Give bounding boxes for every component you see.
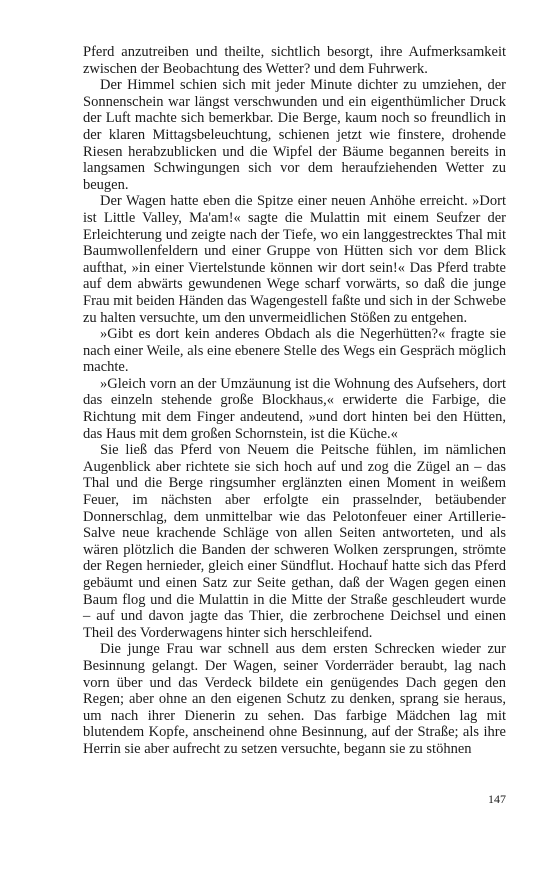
paragraph-5: »Gleich vorn an der Umzäunung ist die Wohnung des Aufsehers, dort das einzeln stehende große Blockhaus,« erwiderte die Farbige, die Richtung mit dem Finger andeutend, »und dort hinten bei den Hütten, das Haus mit dem großen Schornstein, ist die Küche.« [83,375,506,442]
paragraph-6: Sie ließ das Pferd von Neuem die Peitsche fühlen, im nämlichen Augenblick aber richtete sie sich hoch auf und zog die Zügel an – das Thal und die Berge ringsumher erglänzten einen Moment in weißem Feuer, im nächsten aber erfolgte ein prasselnder, betäubender Donnerschlag, dem unmittelbar wie das Pelotonfeuer einer Artillerie-Salve neue krachende Schläge von allen Seiten antworteten, und als wären plötzlich die Banden der schweren Wolken zersprungen, strömte der Regen hernieder, gleich einer Sündflut. Hochauf hatte sich das Pferd gebäumt und einen Satz zur Seite gethan, daß der Wagen gegen einen Baum flog und die Mulattin in die Mitte der Straße geschleudert wurde – auf und davon jagte das Thier, die zerbrochene Deichsel und einen Theil des Vorderwagens hinter sich herschleifend. [83,442,506,641]
paragraph-2: Der Himmel schien sich mit jeder Minute dichter zu umziehen, der Sonnenschein war längst verschwunden und ein eigenthümlicher Druck der Luft machte sich bemerkbar. Die Berge, kaum noch so freundlich in der klaren Mittagsbeleuchtung, schienen jetzt wie finstere, drohende Riesen herabzublicken und die Wipfel der Bäume begannen bereits in langsamen Schwingungen sich vor dem heraufziehenden Wetter zu beugen. [83,77,506,193]
paragraph-7: Die junge Frau war schnell aus dem ersten Schrecken wieder zur Besinnung gelangt. Der Wagen, seiner Vorderräder beraubt, lag nach vorn über und das Verdeck bildete ein genügendes Dach gegen den Regen; aber ohne an den eigenen Schutz zu denken, sprang sie heraus, um nach ihrer Dienerin zu sehen. Das farbige Mädchen lag mit blutendem Kopfe, anscheinend ohne Besinnung, auf der Straße; als ihre Herrin sie aber aufrecht zu setzen versuchte, begann sie zu stöhnen [83,641,506,757]
page-number: 147 [488,792,506,806]
paragraph-1: Pferd anzutreiben und theilte, sichtlich besorgt, ihre Aufmerksamkeit zwischen der Beobachtung des Wetter? und dem Fuhrwerk. [83,44,506,77]
page-body [83,44,506,758]
paragraph-4: »Gibt es dort kein anderes Obdach als die Negerhütten?« fragte sie nach einer Weile, als eine ebenere Stelle des Wegs ein Gespräch möglich machte. [83,326,506,376]
paragraph-3: Der Wagen hatte eben die Spitze einer neuen Anhöhe erreicht. »Dort ist Little Valley, Ma'am!« sagte die Mulattin mit einem Seufzer der Erleichterung und zeigte nach der Tiefe, wo ein langgestrecktes Thal mit Baumwollenfeldern und einer Gruppe von Hütten sich vor dem Blick aufthat, »in einer Viertelstunde können wir dort sein!« Das Pferd trabte auf dem abwärts gewundenen Wege scharf vorwärts, so daß die junge Frau mit beiden Händen das Wagengestell faßte und sich in der Schwebe zu halten versuchte, um den unvermeidlichen Stößen zu entgehen. [83,193,506,326]
